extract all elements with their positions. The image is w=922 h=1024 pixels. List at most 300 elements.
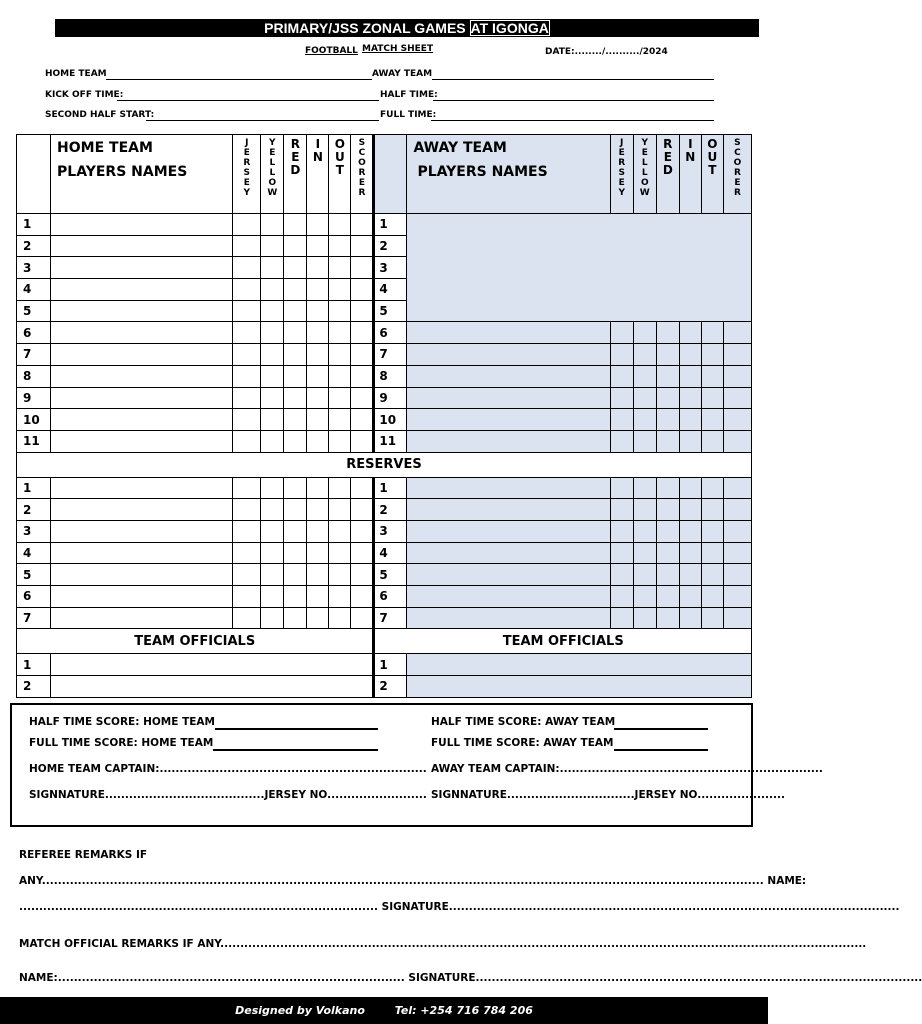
- player-away-stat-cell[interactable]: [656, 322, 679, 344]
- player-away-stat-cell[interactable]: [656, 430, 679, 452]
- player-home-stat-cell[interactable]: [329, 214, 351, 236]
- player-home-stat-cell[interactable]: [307, 387, 329, 409]
- ft-home-field[interactable]: [213, 735, 378, 751]
- player-home-stat-cell[interactable]: [351, 322, 374, 344]
- player-home-stat-cell[interactable]: [233, 235, 261, 257]
- reserve-away-name-cell[interactable]: [407, 564, 610, 586]
- player-away-stat-cell[interactable]: [633, 344, 656, 366]
- reserve-away-name-cell[interactable]: [407, 520, 610, 542]
- reserve-away-stat-cell[interactable]: [656, 542, 679, 564]
- home-col-header: O U T: [329, 135, 351, 214]
- home-col-header: Y E L L O W: [261, 135, 284, 214]
- table-row: [17, 520, 752, 542]
- phone-number: Tel: +254 716 784 206: [394, 1004, 533, 1017]
- player-home-stat-cell[interactable]: [284, 214, 307, 236]
- reserve-away-stat-cell[interactable]: [656, 607, 679, 629]
- reserve-home-stat-cell[interactable]: [329, 520, 351, 542]
- reserve-away-stat-cell[interactable]: [701, 607, 723, 629]
- reserve-home-stat-cell[interactable]: [329, 542, 351, 564]
- second-half-field[interactable]: [146, 120, 379, 121]
- player-away-number: 8: [374, 365, 407, 387]
- reserve-home-stat-cell[interactable]: [261, 564, 284, 586]
- player-home-stat-cell[interactable]: [329, 430, 351, 452]
- reserve-away-stat-cell[interactable]: [610, 520, 633, 542]
- player-away-stat-cell[interactable]: [633, 365, 656, 387]
- second-half-label: SECOND HALF START:: [45, 110, 155, 120]
- player-home-stat-cell[interactable]: [351, 387, 374, 409]
- reserve-home-stat-cell[interactable]: [307, 520, 329, 542]
- player-away-number: 1: [374, 214, 407, 236]
- away-col-header: R E D: [656, 135, 679, 214]
- reserve-away-stat-cell[interactable]: [723, 607, 751, 629]
- player-home-stat-cell[interactable]: [307, 214, 329, 236]
- reserve-home-number: 1: [17, 477, 51, 499]
- reserve-away-stat-cell[interactable]: [723, 499, 751, 521]
- player-home-number: 2: [17, 235, 51, 257]
- player-home-stat-cell[interactable]: [307, 300, 329, 322]
- player-home-stat-cell[interactable]: [329, 257, 351, 279]
- ft-away-field[interactable]: [614, 735, 708, 751]
- player-home-stat-cell[interactable]: [307, 365, 329, 387]
- player-home-number: 8: [17, 365, 51, 387]
- away-team-field[interactable]: [432, 79, 714, 80]
- reserve-away-stat-cell[interactable]: [610, 586, 633, 608]
- table-row: [17, 322, 752, 344]
- reserve-home-stat-cell[interactable]: [284, 607, 307, 629]
- reserve-away-stat-cell[interactable]: [610, 607, 633, 629]
- player-away-stat-cell[interactable]: [610, 387, 633, 409]
- player-away-stat-cell[interactable]: [633, 322, 656, 344]
- reserve-away-stat-cell[interactable]: [610, 564, 633, 586]
- players-table: [16, 134, 752, 698]
- player-home-stat-cell[interactable]: [351, 430, 374, 452]
- away-players-header: [407, 135, 610, 214]
- referee-remarks-field[interactable]: ANY..................................................................................................................................................................................... NAME:: [19, 875, 807, 887]
- player-home-name-cell[interactable]: [51, 257, 233, 279]
- reserve-away-name-cell[interactable]: [407, 499, 610, 521]
- official-home-name-cell[interactable]: [51, 654, 374, 676]
- ht-away-field[interactable]: [614, 714, 708, 730]
- player-away-name-cell[interactable]: [407, 430, 610, 452]
- reserve-home-stat-cell[interactable]: [351, 564, 374, 586]
- player-away-name-cell[interactable]: [407, 387, 610, 409]
- player-home-stat-cell[interactable]: [351, 409, 374, 431]
- player-away-stat-cell[interactable]: [633, 387, 656, 409]
- official-name-signature-field[interactable]: NAME:....................................................................................... SIGNATURE................................................................................................................: [19, 972, 922, 984]
- reserve-home-number: 7: [17, 607, 51, 629]
- away-signature-field[interactable]: SIGNNATURE................................JERSEY NO......................: [431, 789, 785, 801]
- reserve-away-stat-cell[interactable]: [656, 477, 679, 499]
- player-away-stat-cell[interactable]: [656, 409, 679, 431]
- reserve-home-stat-cell[interactable]: [284, 477, 307, 499]
- home-players-names-heading: PLAYERS NAMES: [57, 164, 188, 180]
- player-home-stat-cell[interactable]: [307, 344, 329, 366]
- player-away-stat-cell[interactable]: [679, 430, 701, 452]
- reserve-away-name-cell[interactable]: [407, 542, 610, 564]
- player-away-number: 11: [374, 430, 407, 452]
- reserve-home-name-cell[interactable]: [51, 586, 233, 608]
- reserve-home-stat-cell[interactable]: [284, 564, 307, 586]
- reserve-away-stat-cell[interactable]: [656, 586, 679, 608]
- reserve-home-stat-cell[interactable]: [233, 520, 261, 542]
- player-home-name-cell[interactable]: [51, 365, 233, 387]
- team-officials-heading-away: TEAM OFFICIALS: [374, 629, 752, 654]
- reserve-away-stat-cell[interactable]: [633, 586, 656, 608]
- reserve-home-stat-cell[interactable]: [307, 542, 329, 564]
- player-home-stat-cell[interactable]: [261, 430, 284, 452]
- away-players-names-heading: PLAYERS NAMES: [417, 164, 548, 180]
- reserve-home-stat-cell[interactable]: [351, 542, 374, 564]
- player-away-name-cell[interactable]: [407, 409, 610, 431]
- player-home-number: 6: [17, 322, 51, 344]
- reserve-away-stat-cell[interactable]: [610, 542, 633, 564]
- player-home-stat-cell[interactable]: [233, 409, 261, 431]
- player-home-stat-cell[interactable]: [284, 387, 307, 409]
- player-away-stat-cell[interactable]: [633, 430, 656, 452]
- reserve-home-stat-cell[interactable]: [284, 542, 307, 564]
- reserve-away-stat-cell[interactable]: [633, 542, 656, 564]
- player-home-stat-cell[interactable]: [284, 344, 307, 366]
- player-home-stat-cell[interactable]: [329, 409, 351, 431]
- player-away-number: 9: [374, 387, 407, 409]
- away-col-header: S C O R E R: [723, 135, 751, 214]
- player-home-name-cell[interactable]: [51, 409, 233, 431]
- reserve-home-name-cell[interactable]: [51, 499, 233, 521]
- reserve-away-stat-cell[interactable]: [679, 586, 701, 608]
- reserve-home-stat-cell[interactable]: [329, 607, 351, 629]
- player-home-stat-cell[interactable]: [351, 279, 374, 301]
- player-away-stat-cell[interactable]: [656, 344, 679, 366]
- player-home-stat-cell[interactable]: [233, 322, 261, 344]
- player-away-stat-cell[interactable]: [701, 365, 723, 387]
- home-col-header: S C O R E R: [351, 135, 374, 214]
- player-away-name-cell[interactable]: [407, 322, 610, 344]
- subtitle-football: FOOTBALL: [305, 46, 358, 56]
- reserve-away-name-cell[interactable]: [407, 607, 610, 629]
- reserve-home-stat-cell[interactable]: [233, 542, 261, 564]
- reserve-away-stat-cell[interactable]: [633, 477, 656, 499]
- player-away-stat-cell[interactable]: [723, 430, 751, 452]
- player-home-stat-cell[interactable]: [351, 235, 374, 257]
- reserve-away-stat-cell[interactable]: [679, 564, 701, 586]
- player-home-stat-cell[interactable]: [284, 235, 307, 257]
- reserve-away-stat-cell[interactable]: [633, 564, 656, 586]
- official-remarks-field[interactable]: MATCH OFFICIAL REMARKS IF ANY..................................................................................................................................................................: [19, 938, 867, 950]
- player-home-name-cell[interactable]: [51, 387, 233, 409]
- player-home-stat-cell[interactable]: [307, 322, 329, 344]
- player-away-number: 10: [374, 409, 407, 431]
- reserve-home-number: 5: [17, 564, 51, 586]
- reserve-away-stat-cell[interactable]: [723, 542, 751, 564]
- player-home-number: 1: [17, 214, 51, 236]
- player-away-stat-cell[interactable]: [723, 322, 751, 344]
- kick-off-field[interactable]: [117, 100, 379, 101]
- player-home-stat-cell[interactable]: [307, 430, 329, 452]
- reserve-home-stat-cell[interactable]: [307, 607, 329, 629]
- reserve-home-stat-cell[interactable]: [261, 499, 284, 521]
- player-away-stat-cell[interactable]: [679, 365, 701, 387]
- referee-signature-field[interactable]: .......................................................................................... SIGNATURE.................................................................................................................: [19, 901, 900, 913]
- reserve-away-stat-cell[interactable]: [701, 542, 723, 564]
- reserve-home-stat-cell[interactable]: [233, 477, 261, 499]
- player-home-stat-cell[interactable]: [329, 235, 351, 257]
- reserve-away-stat-cell[interactable]: [701, 586, 723, 608]
- home-players-header: [51, 135, 233, 214]
- player-home-stat-cell[interactable]: [233, 365, 261, 387]
- reserve-home-number: 4: [17, 542, 51, 564]
- player-away-stat-cell[interactable]: [656, 387, 679, 409]
- player-home-stat-cell[interactable]: [307, 409, 329, 431]
- reserve-home-stat-cell[interactable]: [351, 520, 374, 542]
- reserve-home-stat-cell[interactable]: [329, 477, 351, 499]
- reserve-away-stat-cell[interactable]: [723, 586, 751, 608]
- player-home-stat-cell[interactable]: [261, 235, 284, 257]
- player-home-stat-cell[interactable]: [284, 430, 307, 452]
- player-home-stat-cell[interactable]: [284, 279, 307, 301]
- away-col-header: O U T: [701, 135, 723, 214]
- reserve-away-number: 1: [374, 477, 407, 499]
- half-time-field[interactable]: [433, 100, 714, 101]
- reserve-home-stat-cell[interactable]: [233, 607, 261, 629]
- reserve-home-stat-cell[interactable]: [351, 499, 374, 521]
- full-time-field[interactable]: [431, 120, 714, 121]
- player-home-stat-cell[interactable]: [233, 344, 261, 366]
- player-away-stat-cell[interactable]: [610, 344, 633, 366]
- player-away-name-cell[interactable]: [407, 344, 610, 366]
- player-away-merged-cell[interactable]: [407, 214, 752, 322]
- table-row: [17, 607, 752, 629]
- player-home-number: 5: [17, 300, 51, 322]
- official-home-name-cell[interactable]: [51, 676, 374, 698]
- official-away-name-cell[interactable]: [407, 676, 752, 698]
- player-home-stat-cell[interactable]: [351, 214, 374, 236]
- official-away-name-cell[interactable]: [407, 654, 752, 676]
- player-home-stat-cell[interactable]: [329, 300, 351, 322]
- reserve-away-stat-cell[interactable]: [723, 477, 751, 499]
- player-home-number: 10: [17, 409, 51, 431]
- reserve-home-stat-cell[interactable]: [329, 586, 351, 608]
- reserve-away-name-cell[interactable]: [407, 586, 610, 608]
- reserve-home-stat-cell[interactable]: [329, 564, 351, 586]
- player-home-stat-cell[interactable]: [233, 257, 261, 279]
- reserve-away-stat-cell[interactable]: [701, 477, 723, 499]
- title-venue: AT IGONGA: [470, 20, 549, 36]
- table-row: [17, 387, 752, 409]
- player-home-name-cell[interactable]: [51, 300, 233, 322]
- player-away-name-cell[interactable]: [407, 365, 610, 387]
- player-home-stat-cell[interactable]: [261, 344, 284, 366]
- player-home-name-cell[interactable]: [51, 430, 233, 452]
- player-home-stat-cell[interactable]: [307, 235, 329, 257]
- player-away-stat-cell[interactable]: [679, 409, 701, 431]
- player-away-number: 2: [374, 235, 407, 257]
- player-home-name-cell[interactable]: [51, 344, 233, 366]
- player-away-stat-cell[interactable]: [701, 387, 723, 409]
- reserve-home-stat-cell[interactable]: [307, 499, 329, 521]
- reserve-home-name-cell[interactable]: [51, 564, 233, 586]
- player-home-stat-cell[interactable]: [261, 409, 284, 431]
- player-away-stat-cell[interactable]: [701, 344, 723, 366]
- player-home-stat-cell[interactable]: [351, 300, 374, 322]
- player-away-stat-cell[interactable]: [723, 344, 751, 366]
- reserves-heading: RESERVES: [17, 452, 752, 477]
- reserve-home-name-cell[interactable]: [51, 607, 233, 629]
- table-row: [17, 365, 752, 387]
- reserve-away-stat-cell[interactable]: [656, 499, 679, 521]
- player-home-stat-cell[interactable]: [351, 365, 374, 387]
- player-home-stat-cell[interactable]: [261, 300, 284, 322]
- player-home-stat-cell[interactable]: [329, 344, 351, 366]
- player-home-stat-cell[interactable]: [329, 387, 351, 409]
- reserve-home-stat-cell[interactable]: [233, 499, 261, 521]
- table-row: [17, 214, 752, 236]
- player-home-stat-cell[interactable]: [233, 387, 261, 409]
- away-number-col-header: [374, 135, 407, 214]
- reserve-home-stat-cell[interactable]: [351, 607, 374, 629]
- player-away-stat-cell[interactable]: [679, 322, 701, 344]
- reserve-away-stat-cell[interactable]: [701, 564, 723, 586]
- player-away-number: 7: [374, 344, 407, 366]
- reserve-away-stat-cell[interactable]: [679, 499, 701, 521]
- player-home-stat-cell[interactable]: [307, 279, 329, 301]
- home-team-field[interactable]: [106, 79, 372, 80]
- player-home-stat-cell[interactable]: [233, 300, 261, 322]
- reserve-away-stat-cell[interactable]: [723, 520, 751, 542]
- player-home-stat-cell[interactable]: [261, 279, 284, 301]
- reserve-home-stat-cell[interactable]: [307, 477, 329, 499]
- reserve-home-stat-cell[interactable]: [261, 607, 284, 629]
- player-home-stat-cell[interactable]: [261, 322, 284, 344]
- player-home-name-cell[interactable]: [51, 279, 233, 301]
- reserve-away-number: 3: [374, 520, 407, 542]
- reserve-away-stat-cell[interactable]: [679, 607, 701, 629]
- reserve-away-stat-cell[interactable]: [679, 477, 701, 499]
- home-captain-field[interactable]: HOME TEAM CAPTAIN:...................................................................: [29, 763, 427, 775]
- table-row: [17, 564, 752, 586]
- reserve-home-stat-cell[interactable]: [284, 586, 307, 608]
- player-home-stat-cell[interactable]: [233, 279, 261, 301]
- reserve-home-stat-cell[interactable]: [307, 564, 329, 586]
- reserve-home-stat-cell[interactable]: [351, 477, 374, 499]
- title-main: PRIMARY/JSS ZONAL GAMES: [264, 20, 466, 36]
- reserve-away-stat-cell[interactable]: [656, 520, 679, 542]
- player-home-stat-cell[interactable]: [307, 257, 329, 279]
- player-home-stat-cell[interactable]: [261, 387, 284, 409]
- reserve-home-stat-cell[interactable]: [284, 499, 307, 521]
- player-away-stat-cell[interactable]: [610, 409, 633, 431]
- away-col-header: J E R S E Y: [610, 135, 633, 214]
- reserve-away-stat-cell[interactable]: [633, 520, 656, 542]
- player-away-stat-cell[interactable]: [723, 365, 751, 387]
- player-away-stat-cell[interactable]: [723, 409, 751, 431]
- player-away-stat-cell[interactable]: [701, 322, 723, 344]
- home-signature-field[interactable]: SIGNNATURE........................................JERSEY NO.........................: [29, 789, 427, 801]
- player-home-stat-cell[interactable]: [351, 344, 374, 366]
- ht-home-field[interactable]: [215, 714, 378, 730]
- player-home-name-cell[interactable]: [51, 322, 233, 344]
- reserve-away-stat-cell[interactable]: [656, 564, 679, 586]
- table-row: [17, 676, 752, 698]
- player-home-name-cell[interactable]: [51, 235, 233, 257]
- player-home-stat-cell[interactable]: [284, 322, 307, 344]
- reserve-away-stat-cell[interactable]: [633, 607, 656, 629]
- player-away-stat-cell[interactable]: [610, 322, 633, 344]
- player-home-stat-cell[interactable]: [284, 365, 307, 387]
- reserve-home-stat-cell[interactable]: [261, 520, 284, 542]
- player-away-stat-cell[interactable]: [701, 409, 723, 431]
- reserve-home-stat-cell[interactable]: [233, 586, 261, 608]
- reserve-away-stat-cell[interactable]: [610, 477, 633, 499]
- sheet-title: [55, 19, 759, 37]
- subtitle-match-sheet: MATCH SHEET: [362, 44, 434, 54]
- player-away-number: 3: [374, 257, 407, 279]
- reserve-home-stat-cell[interactable]: [307, 586, 329, 608]
- reserve-away-stat-cell[interactable]: [701, 520, 723, 542]
- home-col-header: R E D: [284, 135, 307, 214]
- reserve-home-name-cell[interactable]: [51, 477, 233, 499]
- reserve-home-name-cell[interactable]: [51, 520, 233, 542]
- reserve-home-stat-cell[interactable]: [261, 542, 284, 564]
- player-home-stat-cell[interactable]: [329, 322, 351, 344]
- reserve-away-stat-cell[interactable]: [679, 520, 701, 542]
- table-row: [17, 430, 752, 452]
- player-home-stat-cell[interactable]: [261, 257, 284, 279]
- player-home-stat-cell[interactable]: [233, 430, 261, 452]
- player-away-stat-cell[interactable]: [656, 365, 679, 387]
- reserve-home-stat-cell[interactable]: [233, 564, 261, 586]
- away-team-label: AWAY TEAM: [372, 69, 433, 79]
- reserve-away-stat-cell[interactable]: [679, 542, 701, 564]
- away-captain-field[interactable]: AWAY TEAM CAPTAIN:..................................................................: [431, 763, 823, 775]
- player-home-stat-cell[interactable]: [284, 300, 307, 322]
- player-home-stat-cell[interactable]: [329, 365, 351, 387]
- reserve-home-stat-cell[interactable]: [329, 499, 351, 521]
- player-home-stat-cell[interactable]: [233, 214, 261, 236]
- kick-off-label: KICK OFF TIME:: [45, 90, 124, 100]
- player-home-number: 11: [17, 430, 51, 452]
- reserve-home-stat-cell[interactable]: [284, 520, 307, 542]
- player-away-stat-cell[interactable]: [701, 430, 723, 452]
- reserve-home-stat-cell[interactable]: [261, 586, 284, 608]
- reserve-home-stat-cell[interactable]: [261, 477, 284, 499]
- player-home-stat-cell[interactable]: [351, 257, 374, 279]
- date-field[interactable]: DATE:......../........../2024: [545, 47, 668, 57]
- player-home-stat-cell[interactable]: [284, 409, 307, 431]
- player-away-stat-cell[interactable]: [723, 387, 751, 409]
- reserve-away-stat-cell[interactable]: [701, 499, 723, 521]
- player-home-stat-cell[interactable]: [329, 279, 351, 301]
- player-home-stat-cell[interactable]: [261, 365, 284, 387]
- player-away-stat-cell[interactable]: [610, 365, 633, 387]
- player-home-stat-cell[interactable]: [284, 257, 307, 279]
- reserve-home-stat-cell[interactable]: [351, 586, 374, 608]
- player-away-stat-cell[interactable]: [679, 387, 701, 409]
- player-home-stat-cell[interactable]: [261, 214, 284, 236]
- player-home-name-cell[interactable]: [51, 214, 233, 236]
- player-home-number: 7: [17, 344, 51, 366]
- reserve-away-stat-cell[interactable]: [610, 499, 633, 521]
- reserve-away-stat-cell[interactable]: [723, 564, 751, 586]
- home-col-header: J E R S E Y: [233, 135, 261, 214]
- player-away-stat-cell[interactable]: [679, 344, 701, 366]
- reserve-home-name-cell[interactable]: [51, 542, 233, 564]
- reserve-away-stat-cell[interactable]: [633, 499, 656, 521]
- player-away-stat-cell[interactable]: [633, 409, 656, 431]
- player-away-stat-cell[interactable]: [610, 430, 633, 452]
- reserve-away-name-cell[interactable]: [407, 477, 610, 499]
- reserve-away-number: 5: [374, 564, 407, 586]
- ht-away-label: HALF TIME SCORE: AWAY TEAM: [431, 716, 616, 728]
